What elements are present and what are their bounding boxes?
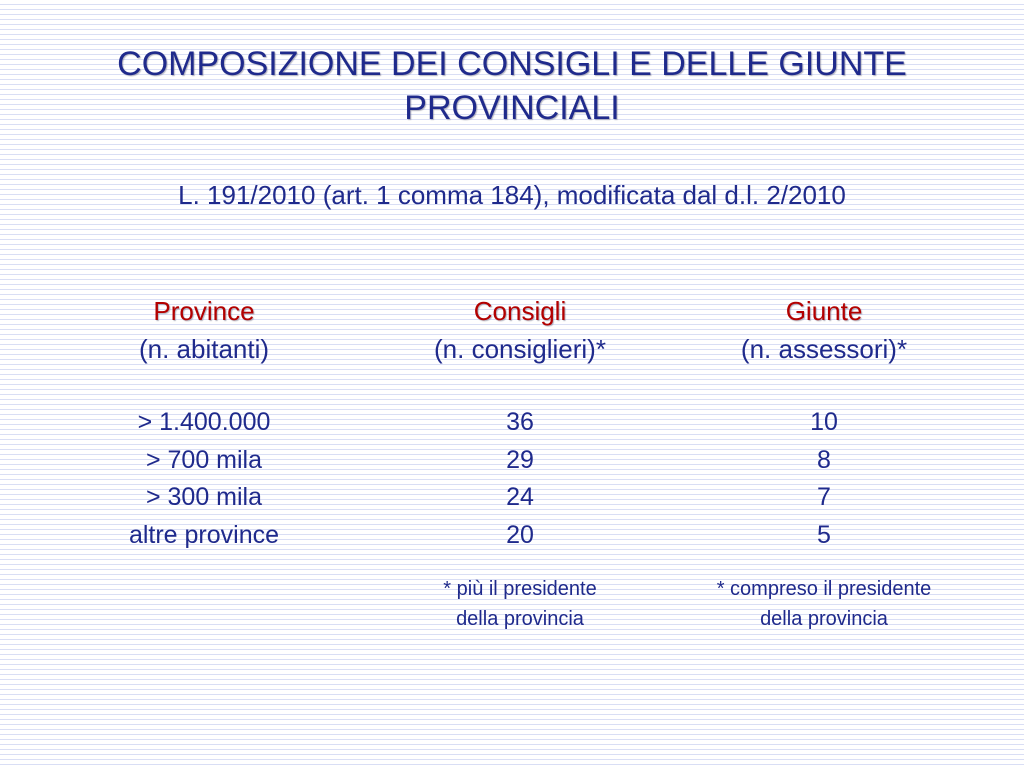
table-cell: 20 <box>506 520 534 549</box>
column-consigli <box>370 292 670 634</box>
table-cell: 10 <box>810 408 838 436</box>
column-subheader-province: (n. abitanti) <box>138 334 270 364</box>
column-giunte <box>674 292 974 634</box>
slide-title-line-2: PROVINCIALI <box>404 89 620 127</box>
table-cell: 7 <box>817 483 831 511</box>
column-subheader-giunte: (n. assessori)* <box>740 334 908 364</box>
slide-subtitle: L. 191/2010 (art. 1 comma 184), modificata dal d.l. 2/2010 <box>178 180 846 210</box>
table-cell: > 1.400.000 <box>137 408 271 436</box>
column-header-province: Province <box>153 296 255 326</box>
table-cell: 8 <box>817 445 831 474</box>
column-values-province <box>54 404 354 554</box>
table-cell: 24 <box>506 483 534 511</box>
column-header-giunte: Giunte <box>785 296 863 326</box>
slide-title-line-1: COMPOSIZIONE DEI CONSIGLI E DELLE GIUNTE <box>117 45 907 83</box>
footnote-consigli <box>370 574 670 634</box>
column-header-consigli: Consigli <box>473 296 567 326</box>
table-cell: 36 <box>506 408 534 436</box>
footnote-line: della provincia <box>456 608 584 630</box>
table-cell: 5 <box>817 520 831 549</box>
table-cell: 29 <box>506 445 534 474</box>
footnote-line: * più il presidente <box>443 578 597 600</box>
table-cell: > 300 mila <box>145 483 263 511</box>
column-province <box>54 292 354 554</box>
table-cell: altre province <box>128 520 280 549</box>
column-values-giunte <box>674 404 974 554</box>
column-subheader-consigli: (n. consiglieri)* <box>434 334 606 364</box>
table-cell: > 700 mila <box>145 445 263 474</box>
footnote-giunte <box>674 574 974 634</box>
footnote-line: * compreso il presidente <box>716 578 932 600</box>
slide-title <box>0 42 1024 130</box>
footnote-line: della provincia <box>760 608 888 630</box>
column-values-consigli <box>370 404 670 554</box>
